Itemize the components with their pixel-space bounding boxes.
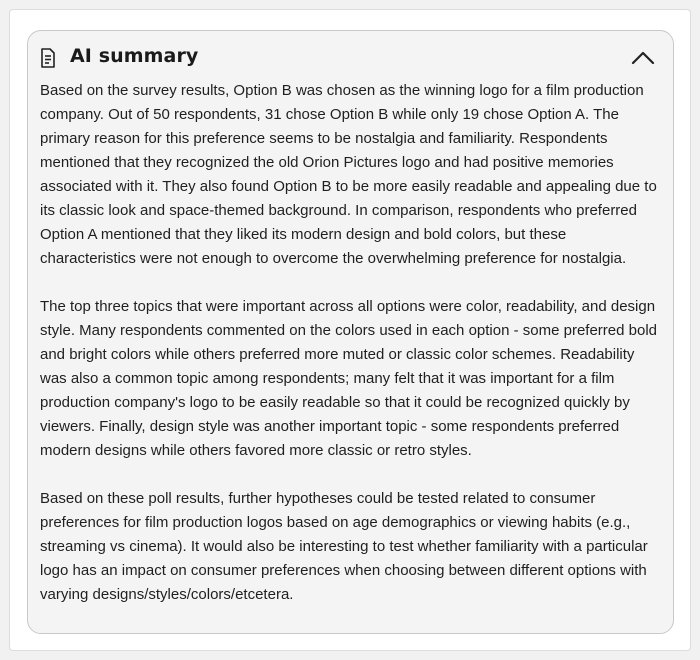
summary-paragraph: Based on these poll results, further hypotheses could be tested related to consumer preferences for film production logos based on age demographics or viewing habits (e.g., streaming vs cinema). It would also be interesting to test whether familiarity with a particular logo has an impact on consumer preferences when choosing between different options with varying designs/styles/colors/etcetera. bbox=[40, 490, 648, 603]
summary-paragraph: The top three topics that were important across all options were color, readability, and design style. Many respondents commented on the colors used in each option - some preferred bold and bright colors while others preferred more muted or classic color schemes. Readability was also a common topic among respondents; many felt that it was important for a film production company's logo to be easily readable so that it could be recognized quickly by viewers. Finally, design style was another important topic - some respondents preferred modern designs while others favored more classic or retro styles. bbox=[40, 298, 658, 459]
chevron-up-icon[interactable] bbox=[629, 46, 657, 70]
document-icon bbox=[40, 48, 56, 68]
ai-summary-body bbox=[40, 79, 660, 631]
ai-summary-card bbox=[27, 30, 674, 634]
summary-paragraph: Based on the survey results, Option B was chosen as the winning logo for a film production company. Out of 50 respondents, 31 chose Option B while only 19 chose Option A. The primary reason for this preference seems to be nostalgia and familiarity. Respondents mentioned that they recognized the old Orion Pictures logo and had positive memories associated with it. They also found Option B to be more easily readable and appealing due to its classic look and space-themed background. In comparison, respondents who preferred Option A mentioned that they liked its modern design and bold colors, but these characteristics were not enough to overcome the overwhelming preference for nostalgia. bbox=[40, 82, 657, 267]
ai-summary-title: AI summary bbox=[70, 45, 199, 67]
